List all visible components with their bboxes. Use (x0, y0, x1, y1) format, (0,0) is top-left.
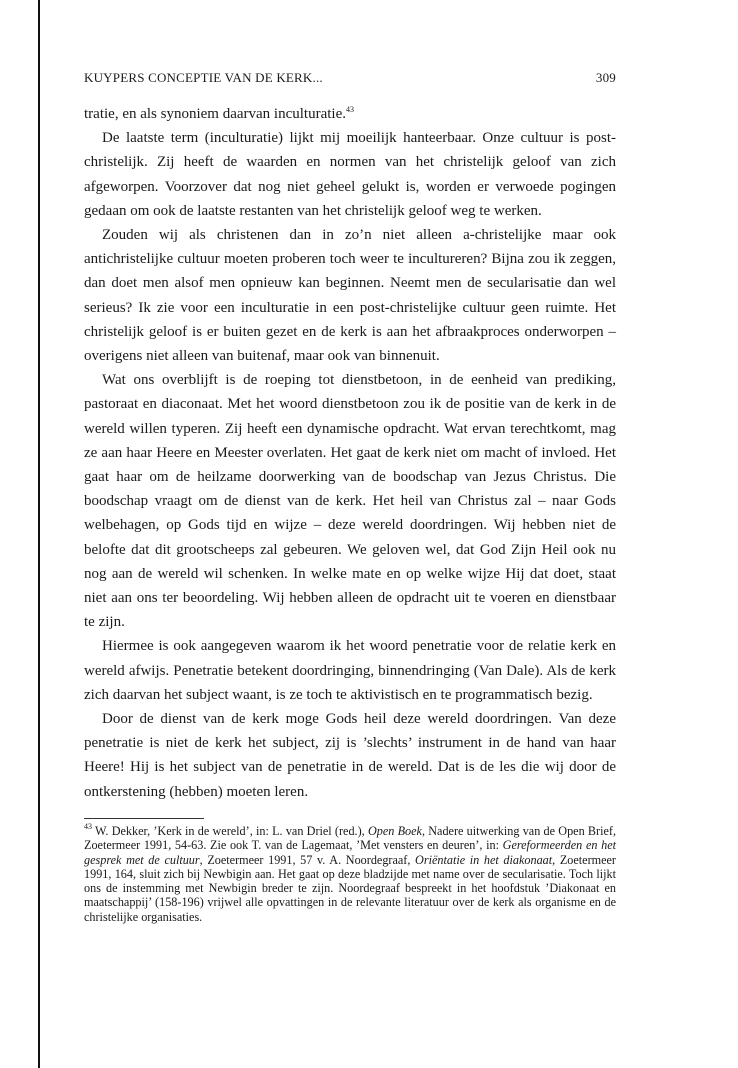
paragraph: Zouden wij als christenen dan in zo’n niet alleen a-christelijke maar ook antichristelijke cultuur moeten proberen toch weer te incultureren? Bijna zou ik zeggen, dan doet men alsof men opnieuw kan beginnen. Neemt men de secularisatie dan wel serieus? Ik zie voor een inculturatie in een post-christelijke cultuur geen ruimte. Het christelijk geloof is er buiten gezet en de kerk is aan het afbraakproces onderworpen – overigens niet alleen van buitenaf, maar ook van binnenuit. (84, 227, 616, 365)
running-head (84, 70, 616, 86)
running-head-title: KUYPERS CONCEPTIE VAN DE KERK... (84, 70, 323, 85)
footnote-text: , Zoetermeer 1991, 57 v. A. Noordegraaf, (199, 852, 416, 867)
footnote-text: , Nadere uitwerking van de Open Brief, Zoetermeer 1991, 54-63. Zie ook T. van de Lagemaat, ’Met vensters en deuren’, in: (84, 824, 617, 853)
footnote-number: 43 (84, 822, 92, 831)
footnote-title: Gereformeerden en het gesprek met de cultuur (84, 838, 616, 867)
scan-edge-line (38, 0, 40, 1068)
footnote-title: Open Boek (367, 824, 422, 838)
page-number: 309 (595, 70, 616, 85)
footnote-divider (84, 818, 204, 819)
paragraph-text: tratie, en als synoniem daarvan inculturatie. (84, 106, 346, 122)
body-text (84, 102, 616, 804)
footnote-title: Oriëntatie in het diakonaat (415, 852, 553, 867)
footnote-text: W. Dekker, ’Kerk in de wereld’, in: L. van Driel (red.), (95, 824, 368, 838)
book-page (84, 70, 616, 804)
footnote-text: , Zoetermeer 1991, 164, sluit zich bij Newbigin aan. Het gaat op deze bladzijde met name over de secularisatie. Toch lijkt ons de instemming met Newbigin breder te zijn. Noordegraaf bespreekt in het hoofdstuk ’Diakonaat en maatschappij’ (158-196) vrijwel alle opvattingen in de relevante literatuur over de kerk als organisme en de christelijke organisaties. (84, 852, 616, 924)
paragraph: Wat ons overblijft is de roeping tot dienstbetoon, in de eenheid van prediking, pastoraat en diaconaat. Met het woord dienstbetoon zou ik de positie van de kerk in de wereld willen typeren. Zij heeft een dynamische opdracht. Wat ervan terechtkomt, mag ze aan haar Heere en Meester overlaten. Het gaat de kerk niet om macht of invloed. Het gaat haar om de heilzame doorwerking van de boodschap van Jezus Christus. Die boodschap vraagt om de dienst van de kerk. Het heil van Christus zal – naar Gods welbehagen, op Gods tijd en wijze – deze wereld doordringen. Wij hebben niet de belofte dat dit grootscheeps zal gebeuren. We geloven wel, dat God Zijn Heil ook nu nog aan de wereld wil schenken. In welke mate en op welke wijze Hij dat doet, staat niet aan ons ter beoordeling. Wij hebben alleen de opdracht uit te voeren en dienstbaar te zijn. (84, 372, 616, 631)
paragraph: De laatste term (inculturatie) lijkt mij moeilijk hanteerbaar. Onze cultuur is post-christelijk. Zij heeft de waarden en normen van het christelijk geloof van zich afgeworpen. Voorzover dat nog niet geheel gelukt is, worden er verwoede pogingen gedaan om ook de laatste restanten van het christelijk geloof weg te werken. (84, 130, 616, 219)
footnote (84, 824, 616, 924)
paragraph: Hiermee is ook aangegeven waarom ik het woord penetratie voor de relatie kerk en wereld afwijs. Penetratie betekent doordringing, binnendringing (Van Dale). Als de kerk zich daarvan het subject waant, is ze toch te aktivistisch en te programmatisch bezig. (84, 638, 616, 703)
paragraph-continuation (84, 102, 616, 126)
footnote-reference: 43 (346, 105, 354, 114)
paragraph: Door de dienst van de kerk moge Gods heil deze wereld doordringen. Van deze penetratie is niet de kerk het subject, zij is ’slechts’ instrument in de hand van haar Heere! Hij is het subject van de penetratie in de wereld. Dat is de les die wij door de ontkerstening (hebben) moeten leren. (84, 711, 616, 800)
